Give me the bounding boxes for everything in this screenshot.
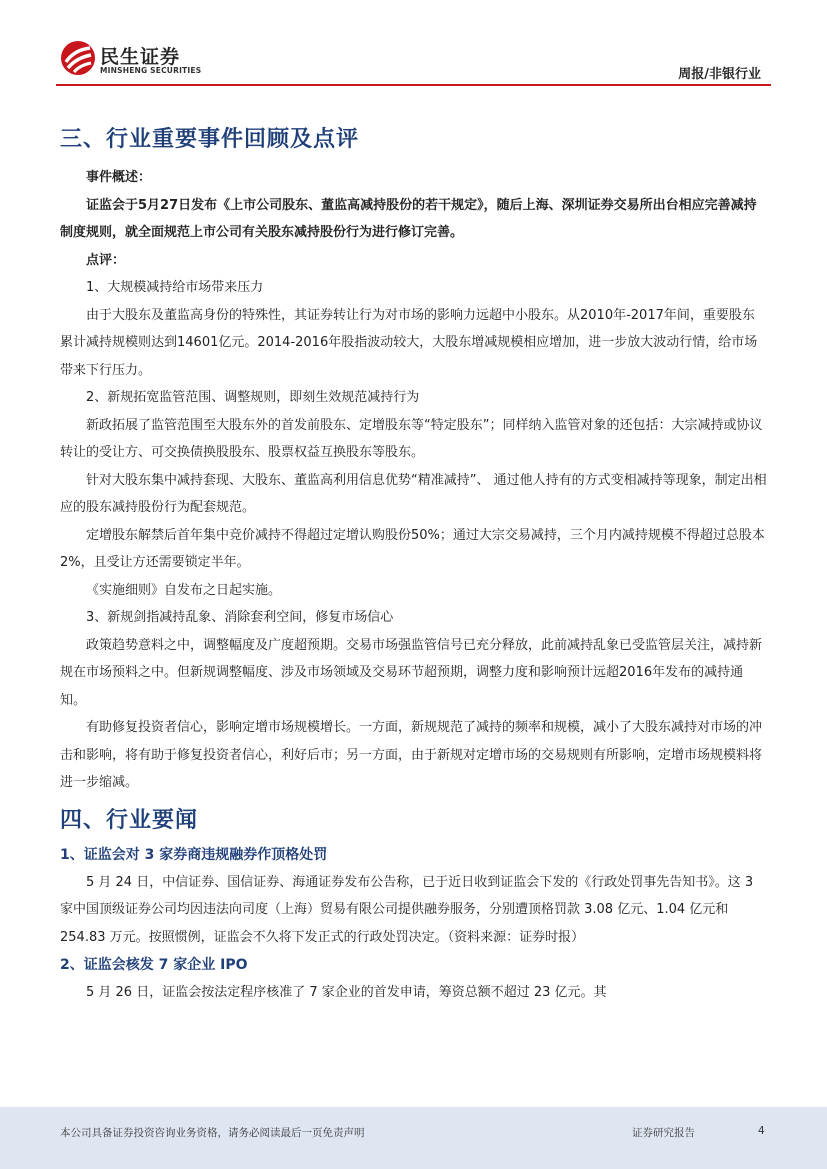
report-type: 周报/非银行业: [678, 67, 761, 82]
comment-item-3: 3、新规剑指减持乱象、消除套利空间，修复市场信心: [86, 610, 394, 625]
page-number: 4: [758, 1125, 765, 1137]
brand-logo: [60, 38, 210, 84]
footer-doc-type: 证券研究报告: [632, 1127, 695, 1139]
news-title-2: 2、证监会核发 7 家企业 IPO: [60, 957, 248, 973]
paragraph: 政策趋势意料之中，调整幅度及广度超预期。交易市场强监管信号已充分释放，此前减持乱象已受监管层关注，减持新规在市场预料之中。但新规调整幅度、涉及市场领域及交易环节超预期，调整力度和影响预计远超2016年发布的减持通知。: [60, 637, 763, 708]
main-content: [60, 120, 767, 1007]
brand-name-en: MINSHENG SECURITIES: [100, 66, 202, 75]
comment-item-2: 2、新规拓宽监管范围、调整规则，即刻生效规范减持行为: [86, 390, 420, 405]
page-footer: [0, 1107, 827, 1169]
paragraph: 定增股东解禁后首年集中竞价减持不得超过定增认购股份50%；通过大宗交易减持，三个月内减持规模不得超过总股本2%，且受让方还需要锁定半年。: [60, 527, 765, 570]
news-text-2: 5 月 26 日，证监会按法定程序核准了 7 家企业的首发申请，筹资总额不超过 23 亿元。其: [86, 985, 607, 1000]
section-title-4: 四、行业要闻: [60, 807, 199, 833]
paragraph: 《实施细则》自发布之日起实施。: [86, 582, 282, 598]
minsheng-logo-icon: [60, 40, 96, 76]
paragraph: 新政拓展了监管范围至大股东外的首发前股东、定增股东等“特定股东”；同样纳入监管对象的还包括：大宗减持或协议转让的受让方、可交换债换股股东、股票权益互换股东等股东。: [60, 417, 763, 460]
footer-disclaimer: 本公司具备证券投资咨询业务资格，请务必阅读最后一页免责声明: [60, 1127, 365, 1139]
paragraph: 有助修复投资者信心，影响定增市场规模增长。一方面，新规规范了减持的频率和规模，减小了大股东减持对市场的冲击和影响，将有助于修复投资者信心，利好后市；另一方面，由于新规对定增市场的交易规则有所影响，定增市场规模料将进一步缩减。: [60, 720, 763, 790]
news-text-1: 5 月 24 日，中信证券、国信证券、海通证券发布公告称，已于近日收到证监会下发的《行政处罚事先告知书》。这 3 家中国顶级证券公司均因违法向司度（上海）贸易有限公司提供融券服务，分别遭顶格罚款 3.08 亿元、1.04 亿元和 254.83 万元。按照惯例，证监会不久将下发正式的行政处罚决定。（资料来源：证券时报）: [60, 874, 754, 945]
comment-item-1: 1、大规模减持给市场带来压力: [86, 280, 264, 295]
news-title-1: 1、证监会对 3 家券商违规融券作顶格处罚: [60, 846, 328, 863]
event-label: 事件概述：: [86, 170, 152, 185]
paragraph: 针对大股东集中减持套现、大股东、董监高利用信息优势“精准减持”、 通过他人持有的方式变相减持等现象，制定出相应的股东减持股份行为配套规范。: [60, 472, 767, 515]
page-header: [0, 0, 827, 88]
header-divider: [56, 84, 771, 86]
comment-label: 点评：: [86, 252, 126, 268]
paragraph: 由于大股东及董监高身份的特殊性，其证券转让行为对市场的影响力远超中小股东。从2010年-2017年间，重要股东累计减持规模则达到14601亿元。2014-2016年股指波动较大，大股东增减规模相应增加，进一步放大波动行情，给市场带来下行压力。: [60, 307, 758, 378]
event-summary: 证监会于5月27日发布《上市公司股东、董监高减持股份的若干规定》，随后上海、深圳证券交易所出台相应完善减持制度规则，就全面规范上市公司有关股东减持股份行为进行修订完善。: [60, 197, 757, 240]
section-title-3: 三、行业重要事件回顾及点评: [60, 127, 360, 152]
brand-name-cn: 民生证券: [100, 46, 181, 68]
